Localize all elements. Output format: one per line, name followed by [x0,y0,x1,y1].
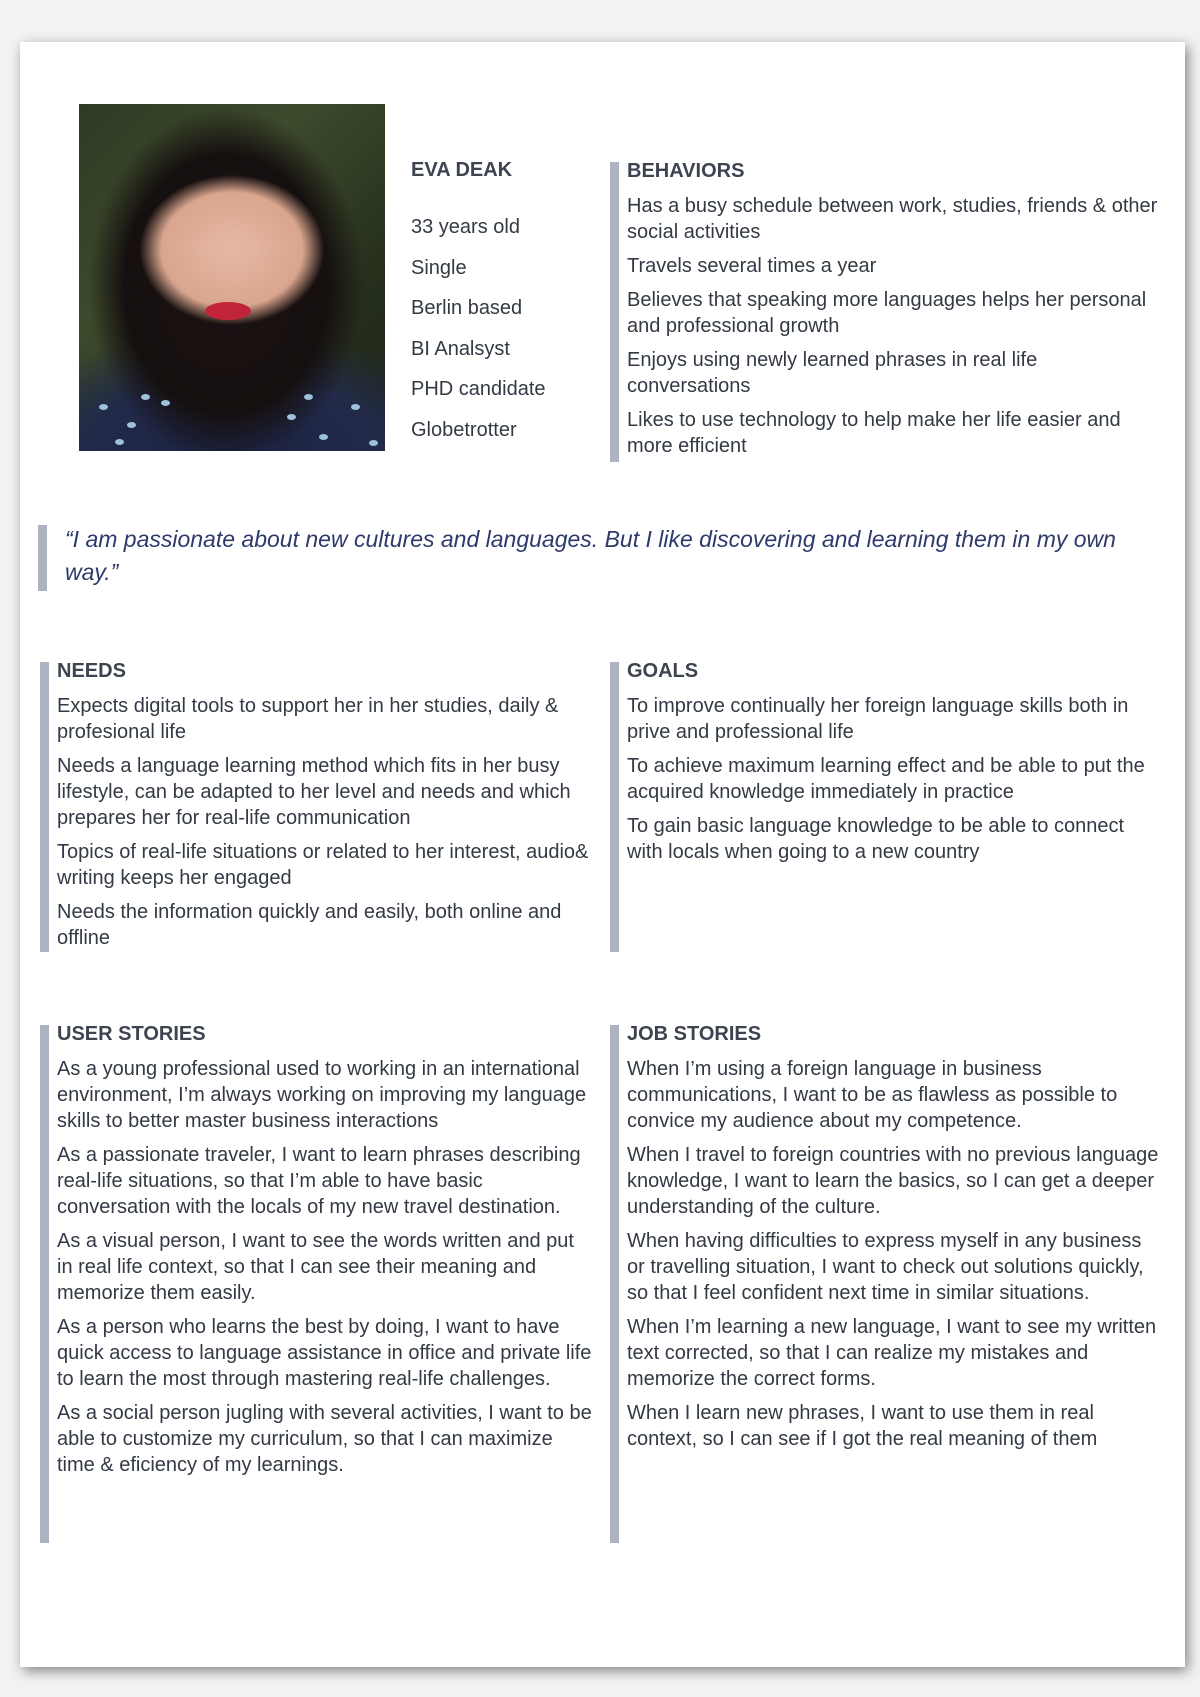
dress-dot [304,394,313,400]
profile-attribute: Globetrotter [411,418,517,441]
user-story-item: As a person who learns the best by doing, I want to have quick access to language assistance in office and private life to learn the most through mastering real-life challenges. [57,1316,592,1390]
job-stories-heading: JOB STORIES [627,1023,762,1045]
job-story-item: When I’m learning a new language, I want to see my written text corrected, so that I can realize my mistakes and memorize the correct forms. [627,1316,1157,1390]
dress-dot [141,394,150,400]
user-story-item: As a visual person, I want to see the words written and put in real life context, so that I can see their meaning and memorize them easily. [57,1230,574,1304]
goals-item: To achieve maximum learning effect and be able to put the acquired knowledge immediately in practice [627,755,1145,803]
profile-attribute: PHD candidate [411,378,546,400]
dress-dot [127,422,136,428]
behavior-item: Believes that speaking more languages helps her personal and professional growth [627,289,1147,337]
needs-item: Needs the information quickly and easily, both online and offline [57,901,562,949]
persona-photo [79,104,385,451]
dress-dot [369,440,378,446]
needs-item: Needs a language learning method which fits in her busy lifestyle, can be adapted to her level and needs and which prepares her for real-life communication [57,755,571,829]
goals-item: To gain basic language knowledge to be able to connect with locals when going to a new country [627,815,1125,863]
job-story-item: When I’m using a foreign language in business communications, I want to be as flawless as possible to convice my audience about my competence. [627,1058,1118,1132]
quote-block [38,525,1153,591]
dress-dot [161,400,170,406]
needs-section [40,662,590,952]
behavior-item: Enjoys using newly learned phrases in real life conversations [627,349,1038,397]
profile-attribute: Berlin based [411,297,523,319]
user-stories-heading: USER STORIES [57,1023,206,1045]
job-story-item: When I travel to foreign countries with no previous language knowledge, I want to learn the basics, so I can get a deeper understanding of the culture. [627,1144,1159,1218]
dress-dot [319,434,328,440]
needs-heading: NEEDS [57,660,126,682]
persona-name: EVA DEAK [411,159,513,181]
needs-item: Expects digital tools to support her in her studies, daily & profesional life [57,695,559,743]
job-stories-section [610,1025,1160,1543]
dress-dot [115,439,124,445]
behavior-item: Travels several times a year [627,255,877,277]
needs-item: Topics of real-life situations or related to her interest, audio& writing keeps her engaged [57,841,589,889]
photo-lips [205,302,251,320]
user-story-item: As a social person jugling with several activities, I want to be able to customize my curriculum, so that I can maximize time & eficiency of my learnings. [57,1402,592,1476]
behavior-item: Likes to use technology to help make her life easier and more efficient [627,409,1121,457]
goals-heading: GOALS [627,660,699,682]
user-stories-section [40,1025,595,1543]
behaviors-section [610,162,1160,462]
behavior-item: Has a busy schedule between work, studies, friends & other social activities [627,195,1158,243]
profile-attribute: 33 years old [411,216,520,238]
job-story-item: When I learn new phrases, I want to use them in real context, so I can see if I got the real meaning of them [627,1402,1098,1450]
dress-dot [351,404,360,410]
persona-profile [411,159,591,457]
goals-section [610,662,1160,952]
behaviors-heading: BEHAVIORS [627,160,745,182]
persona-quote: “I am passionate about new cultures and languages. But I like discovering and learning them in my own way.” [65,526,1116,585]
dress-dot [287,414,296,420]
profile-attribute: Single [411,256,467,279]
user-story-item: As a passionate traveler, I want to learn phrases describing real-life situations, so that I’m able to have basic conversation with the locals of my new travel destination. [57,1144,581,1218]
user-story-item: As a young professional used to working in an international environment, I’m always working on improving my language skills to better master business interactions [57,1058,587,1132]
dress-dot [99,404,108,410]
profile-attribute: BI Analsyst [411,337,510,360]
job-story-item: When having difficulties to express myself in any business or travelling situation, I want to check out solutions quickly, so that I feel confident next time in similar situations. [627,1230,1144,1304]
goals-item: To improve continually her foreign language skills both in prive and professional life [627,695,1129,743]
